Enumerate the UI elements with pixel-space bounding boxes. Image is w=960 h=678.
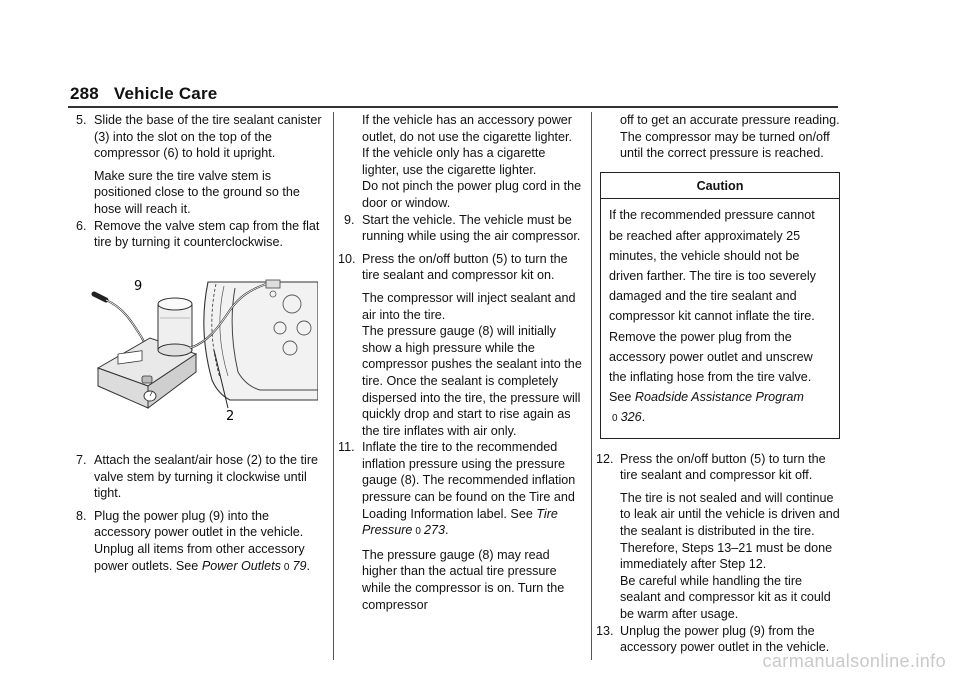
tire-illustration — [204, 280, 318, 400]
page-ref-icon: 0 — [283, 561, 290, 573]
column-1-lower — [74, 452, 324, 582]
step-11-continued: off to get an accurate pressure reading. The compressor may be turned on/off until the correct pressure is reached. — [620, 113, 840, 161]
ref-roadside-assistance[interactable]: Roadside Assistance Program 0 326 — [609, 390, 804, 424]
compressor-illustration — [90, 268, 318, 428]
step-5-note: Make sure the tire valve stem is positioned close to the ground so the hose will reach it. — [94, 168, 300, 216]
step-12-note-1: The tire is not sealed and will continue to leak air until the vehicle is driven and the sealant is distributed in the tire. Therefore, Steps 13–21 must be done immediately after Step 12. — [620, 490, 840, 572]
step-10: 10. Press the on/off button (5) to turn the tire sealant and compressor kit on. — [338, 251, 568, 283]
step-8: 8. Plug the power plug (9) into the accessory power outlet in the vehicle. Unplug all items from other accessory power outlets. See Power Outlets 0 79. — [74, 508, 324, 576]
step-12: 12. Press the on/off button (5) to turn the tire sealant and compressor kit off. — [596, 451, 826, 483]
step-8-note-2: If the vehicle only has a cigarette lighter, use the cigarette lighter. — [362, 146, 546, 177]
page-number: 288 — [70, 84, 99, 103]
caution-body: If the recommended pressure cannot be reached after approximately 25 minutes, the vehicle should not be driven farther. The tire is too severely damaged and the tire sealant and compressor kit cannot inflate the tire. Remove the power plug from the accessory power outlet and unscrew the inflating hose from the tire valve. See Roadside Assistance Program 0 326. — [601, 199, 839, 437]
column-2 — [338, 112, 582, 613]
page-header — [70, 84, 217, 104]
step-7: 7. Attach the sealant/air hose (2) to the tire valve stem by turning it clockwise until tight. — [76, 453, 319, 501]
step-12-note-2: Be careful while handling the tire sealant and compressor kit as it could be warm after usage. — [620, 573, 831, 621]
step-8-note-3: Do not pinch the power plug cord in the door or window. — [362, 179, 582, 210]
step-11: 11. Inflate the tire to the recommended inflation pressure using the pressure gauge (8). The recommended inflation pressure can be found on the Tire and Loading Information label. See Tire Pressure 0 273. — [342, 439, 582, 541]
step-10-note-1: The compressor will inject sealant and air into the tire. — [362, 290, 576, 322]
column-3 — [596, 112, 840, 662]
step-13: 13. Unplug the power plug (9) from the accessory power outlet in the vehicle. — [596, 623, 830, 655]
header-rule — [68, 106, 838, 108]
label-hose: 2 — [226, 409, 235, 424]
sealant-canister — [158, 298, 192, 356]
step-8-note-1: If the vehicle has an accessory power outlet, do not use the cigarette lighter. — [362, 113, 573, 144]
page-ref-icon: 0 — [415, 526, 421, 538]
column-divider — [333, 112, 334, 660]
step-11-note-1: The pressure gauge (8) may read higher than the actual tire pressure while the compressor is on. Turn the compressor — [362, 547, 565, 612]
step-6: 6. Remove the valve stem cap from the flat tire by turning it counterclockwise. — [76, 218, 320, 250]
ref-power-outlets[interactable]: Power Outlets 0 79 — [202, 559, 307, 573]
label-power-plug: 9 — [134, 279, 143, 294]
column-1 — [74, 112, 324, 257]
caution-box — [600, 172, 840, 439]
caution-title: Caution — [601, 173, 839, 200]
step-5: 5. Slide the base of the tire sealant canister (3) into the slot on the top of the compressor (6) to hold it upright. — [76, 113, 322, 161]
watermark: carmanualsonline.info — [762, 651, 946, 671]
column-divider — [591, 112, 592, 660]
step-9: 9. Start the vehicle. The vehicle must be running while using the air compressor. — [344, 212, 581, 244]
ref-tire-pressure[interactable]: Tire Pressure 0 273 — [362, 507, 558, 538]
step-10-note-2: The pressure gauge (8) will initially show a high pressure while the compressor pushes the sealant into the tire. Once the sealant is completely dispersed into the tire, the pressure will quickly drop and start to rise again as the tire inflates with air only. — [362, 324, 582, 438]
section-title: Vehicle Care — [113, 84, 218, 103]
page-ref-icon: 0 — [612, 413, 618, 425]
